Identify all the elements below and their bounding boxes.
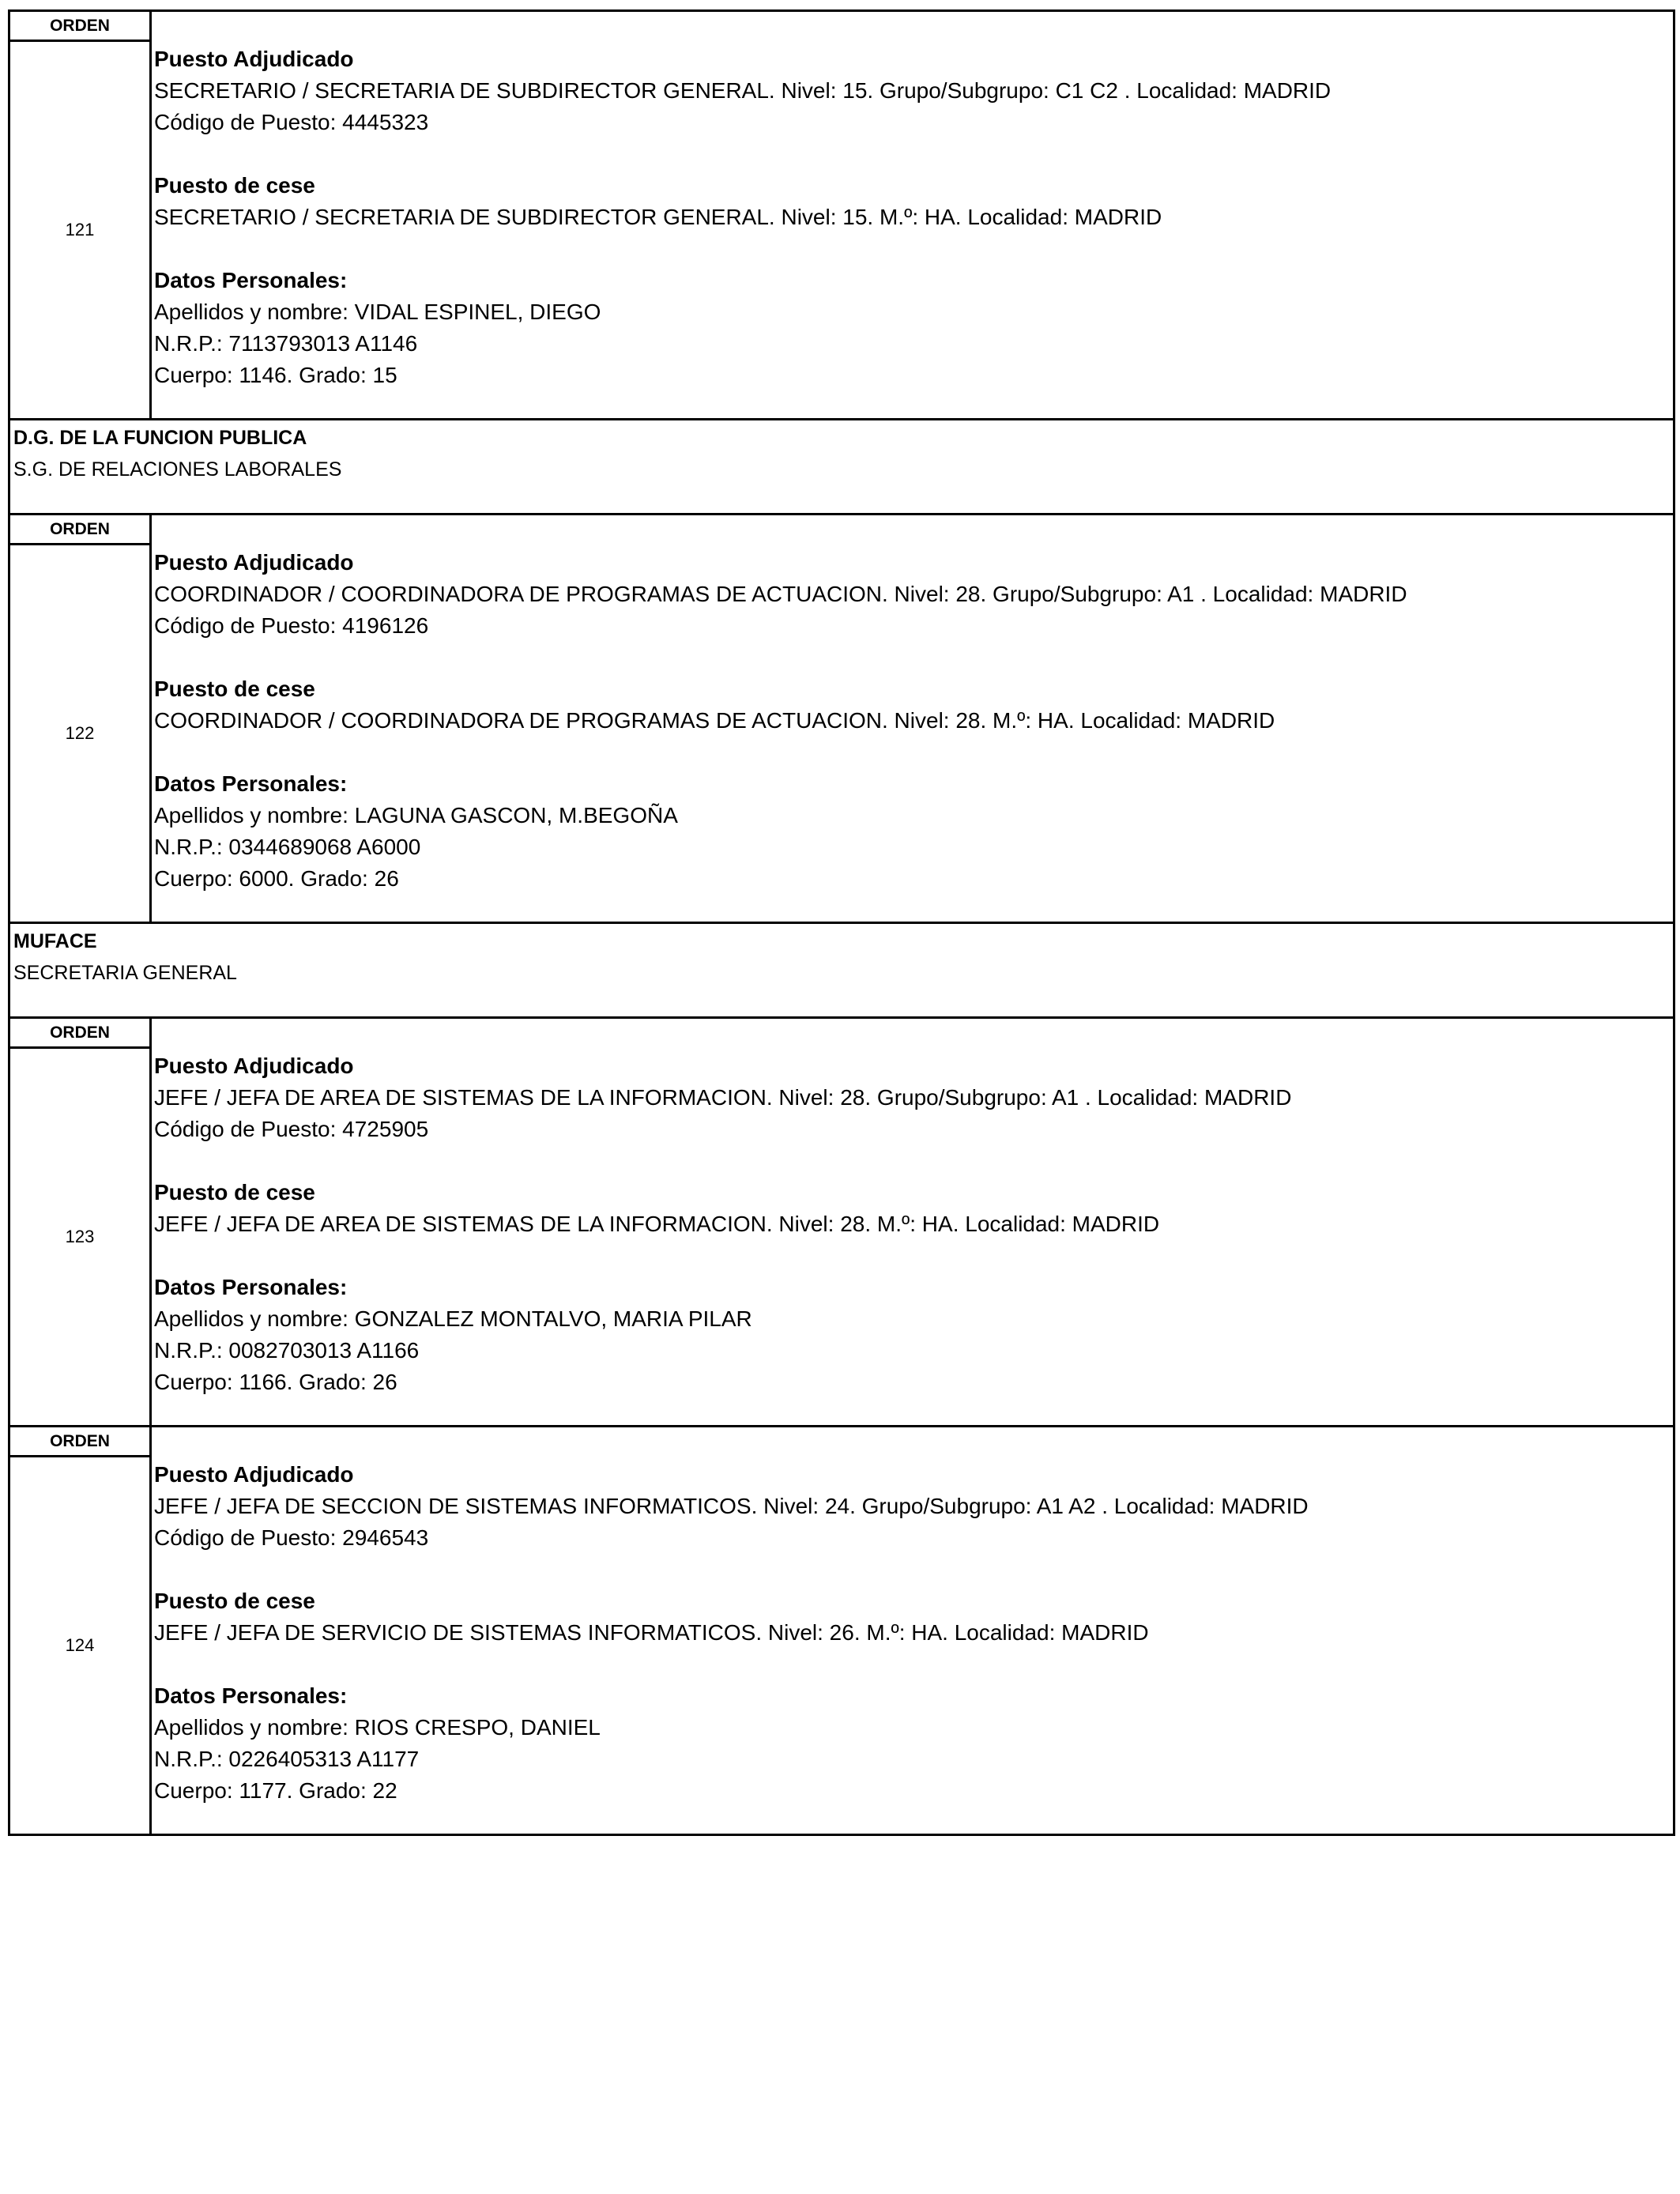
nrp: N.R.P.: 0082703013 A1166 <box>154 1338 420 1363</box>
adjudicado-label: Puesto Adjudicado <box>154 47 354 71</box>
entry-row <box>10 1016 1673 1425</box>
orden-column <box>10 1427 152 1834</box>
apellidos-nombre: Apellidos y nombre: GONZALEZ MONTALVO, MARIA PILAR <box>154 1306 752 1331</box>
cese-text: SECRETARIO / SECRETARIA DE SUBDIRECTOR GENERAL. Nivel: 15. M.º: HA. Localidad: MADRID <box>154 205 1162 229</box>
cese-text: JEFE / JEFA DE AREA DE SISTEMAS DE LA INFORMACION. Nivel: 28. M.º: HA. Localidad: MADRID <box>154 1212 1160 1236</box>
entry-content <box>154 547 1668 895</box>
orden-column <box>10 1019 152 1425</box>
orden-header: ORDEN <box>10 1019 149 1049</box>
orden-number: 122 <box>65 723 95 743</box>
personales-label: Datos Personales: <box>154 1275 348 1299</box>
section-title: MUFACE <box>13 930 97 952</box>
nrp: N.R.P.: 7113793013 A1146 <box>154 331 418 356</box>
apellidos-nombre: Apellidos y nombre: VIDAL ESPINEL, DIEGO <box>154 300 601 324</box>
orden-number: 121 <box>65 220 95 239</box>
orden-header: ORDEN <box>10 1427 149 1457</box>
codigo-puesto: Código de Puesto: 4445323 <box>154 110 429 134</box>
section-header <box>10 922 1673 1016</box>
entry-content <box>154 1050 1668 1398</box>
entry-content <box>154 1459 1668 1807</box>
adjudicado-text: JEFE / JEFA DE AREA DE SISTEMAS DE LA INFORMACION. Nivel: 28. Grupo/Subgrupo: A1 . Localidad: MADRID <box>154 1085 1292 1110</box>
codigo-puesto: Código de Puesto: 4725905 <box>154 1117 429 1141</box>
apellidos-nombre: Apellidos y nombre: RIOS CRESPO, DANIEL <box>154 1715 601 1740</box>
adjudicado-text: COORDINADOR / COORDINADORA DE PROGRAMAS DE ACTUACION. Nivel: 28. Grupo/Subgrupo: A1 . Localidad: MADRID <box>154 582 1407 606</box>
personales-label: Datos Personales: <box>154 771 348 796</box>
adjudicado-label: Puesto Adjudicado <box>154 1054 354 1078</box>
cese-label: Puesto de cese <box>154 677 315 701</box>
cuerpo-grado: Cuerpo: 6000. Grado: 26 <box>154 866 399 891</box>
cuerpo-grado: Cuerpo: 1177. Grado: 22 <box>154 1778 397 1803</box>
orden-number: 124 <box>65 1635 95 1655</box>
cuerpo-grado: Cuerpo: 1146. Grado: 15 <box>154 363 397 387</box>
adjudicado-text: JEFE / JEFA DE SECCION DE SISTEMAS INFORMATICOS. Nivel: 24. Grupo/Subgrupo: A1 A2 . Localidad: MADRID <box>154 1494 1309 1518</box>
adjudicado-text: SECRETARIO / SECRETARIA DE SUBDIRECTOR GENERAL. Nivel: 15. Grupo/Subgrupo: C1 C2 . Localidad: MADRID <box>154 78 1332 103</box>
orden-column <box>10 515 152 922</box>
document-table <box>8 9 1675 1836</box>
cese-label: Puesto de cese <box>154 173 315 198</box>
nrp: N.R.P.: 0344689068 A6000 <box>154 835 421 859</box>
cese-label: Puesto de cese <box>154 1589 315 1613</box>
orden-header: ORDEN <box>10 12 149 42</box>
codigo-puesto: Código de Puesto: 2946543 <box>154 1525 429 1550</box>
orden-header: ORDEN <box>10 515 149 545</box>
orden-column <box>10 12 152 418</box>
cese-text: JEFE / JEFA DE SERVICIO DE SISTEMAS INFORMATICOS. Nivel: 26. M.º: HA. Localidad: MADRID <box>154 1620 1149 1645</box>
section-subtitle: SECRETARIA GENERAL <box>13 962 237 984</box>
section-title: D.G. DE LA FUNCION PUBLICA <box>13 427 307 449</box>
section-subtitle: S.G. DE RELACIONES LABORALES <box>13 458 342 481</box>
section-header <box>10 418 1673 513</box>
entry-row <box>10 9 1673 418</box>
personales-label: Datos Personales: <box>154 268 348 292</box>
apellidos-nombre: Apellidos y nombre: LAGUNA GASCON, M.BEGOÑA <box>154 803 678 827</box>
adjudicado-label: Puesto Adjudicado <box>154 1462 354 1487</box>
personales-label: Datos Personales: <box>154 1683 348 1708</box>
adjudicado-label: Puesto Adjudicado <box>154 550 354 575</box>
nrp: N.R.P.: 0226405313 A1177 <box>154 1747 420 1771</box>
orden-number: 123 <box>65 1227 95 1246</box>
cuerpo-grado: Cuerpo: 1166. Grado: 26 <box>154 1370 397 1394</box>
entry-row <box>10 513 1673 922</box>
entry-content <box>154 43 1668 391</box>
cese-label: Puesto de cese <box>154 1180 315 1204</box>
cese-text: COORDINADOR / COORDINADORA DE PROGRAMAS DE ACTUACION. Nivel: 28. M.º: HA. Localidad: MADRID <box>154 708 1275 733</box>
entry-row <box>10 1425 1673 1834</box>
codigo-puesto: Código de Puesto: 4196126 <box>154 613 429 638</box>
